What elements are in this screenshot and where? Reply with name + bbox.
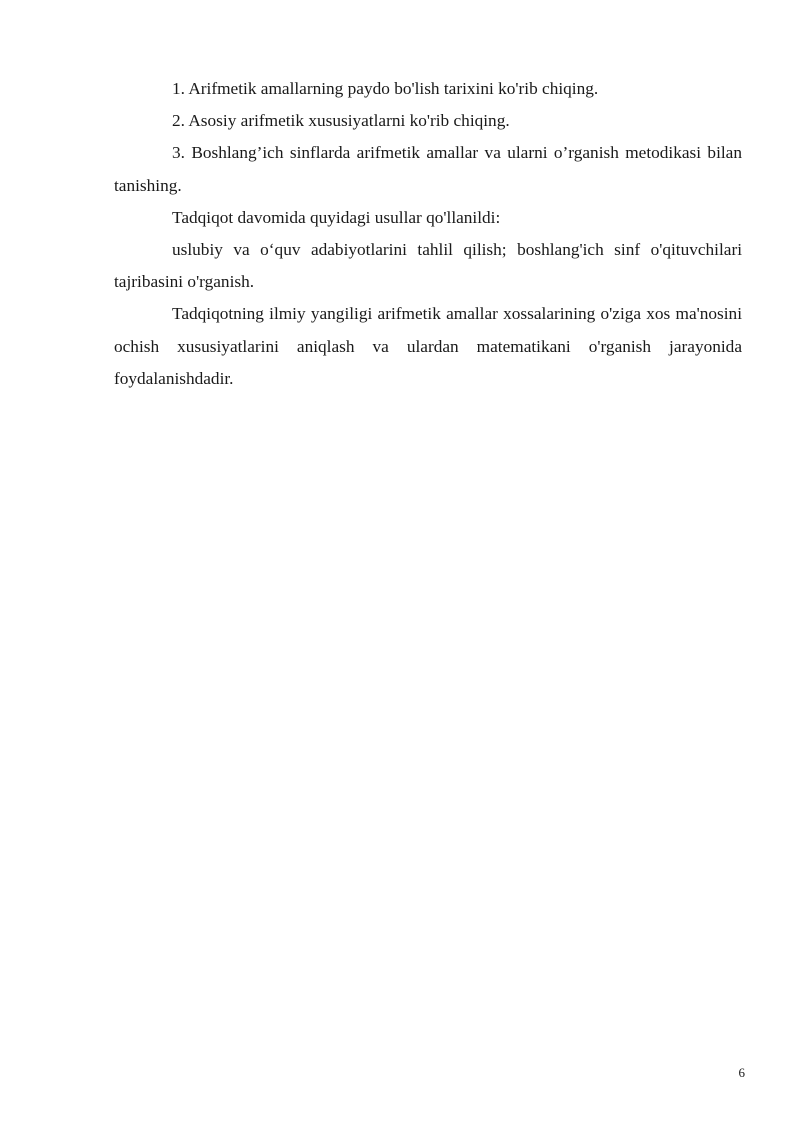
body-text [114,73,742,395]
task-item-1: 1. Arifmetik amallarning paydo bo'lish tarixini ko'rib chiqing. [172,79,599,98]
task-item-3: 3. Boshlang’ich sinflarda arifmetik amallar va ularni o’rganish metodikasi bilan tanishing. [114,143,742,195]
scientific-novelty: Tadqiqotning ilmiy yangiligi arifmetik amallar xossalarining o'ziga xos ma'nosini ochish xususiyatlarini aniqlash va ulardan matematikani o'rganish jarayonida foydalanishdadir. [114,304,742,388]
methods-intro: Tadqiqot davomida quyidagi usullar qo'llanildi: [172,207,501,227]
page-number: 6 [738,1065,745,1080]
methods-list: uslubiy va o‘quv adabiyotlarini tahlil qilish; boshlang'ich sinf o'qituvchilari tajribasini o'rganish. [114,240,742,292]
task-item-2: 2. Asosiy arifmetik xususiyatlarni ko'rib chiqing. [172,111,510,131]
